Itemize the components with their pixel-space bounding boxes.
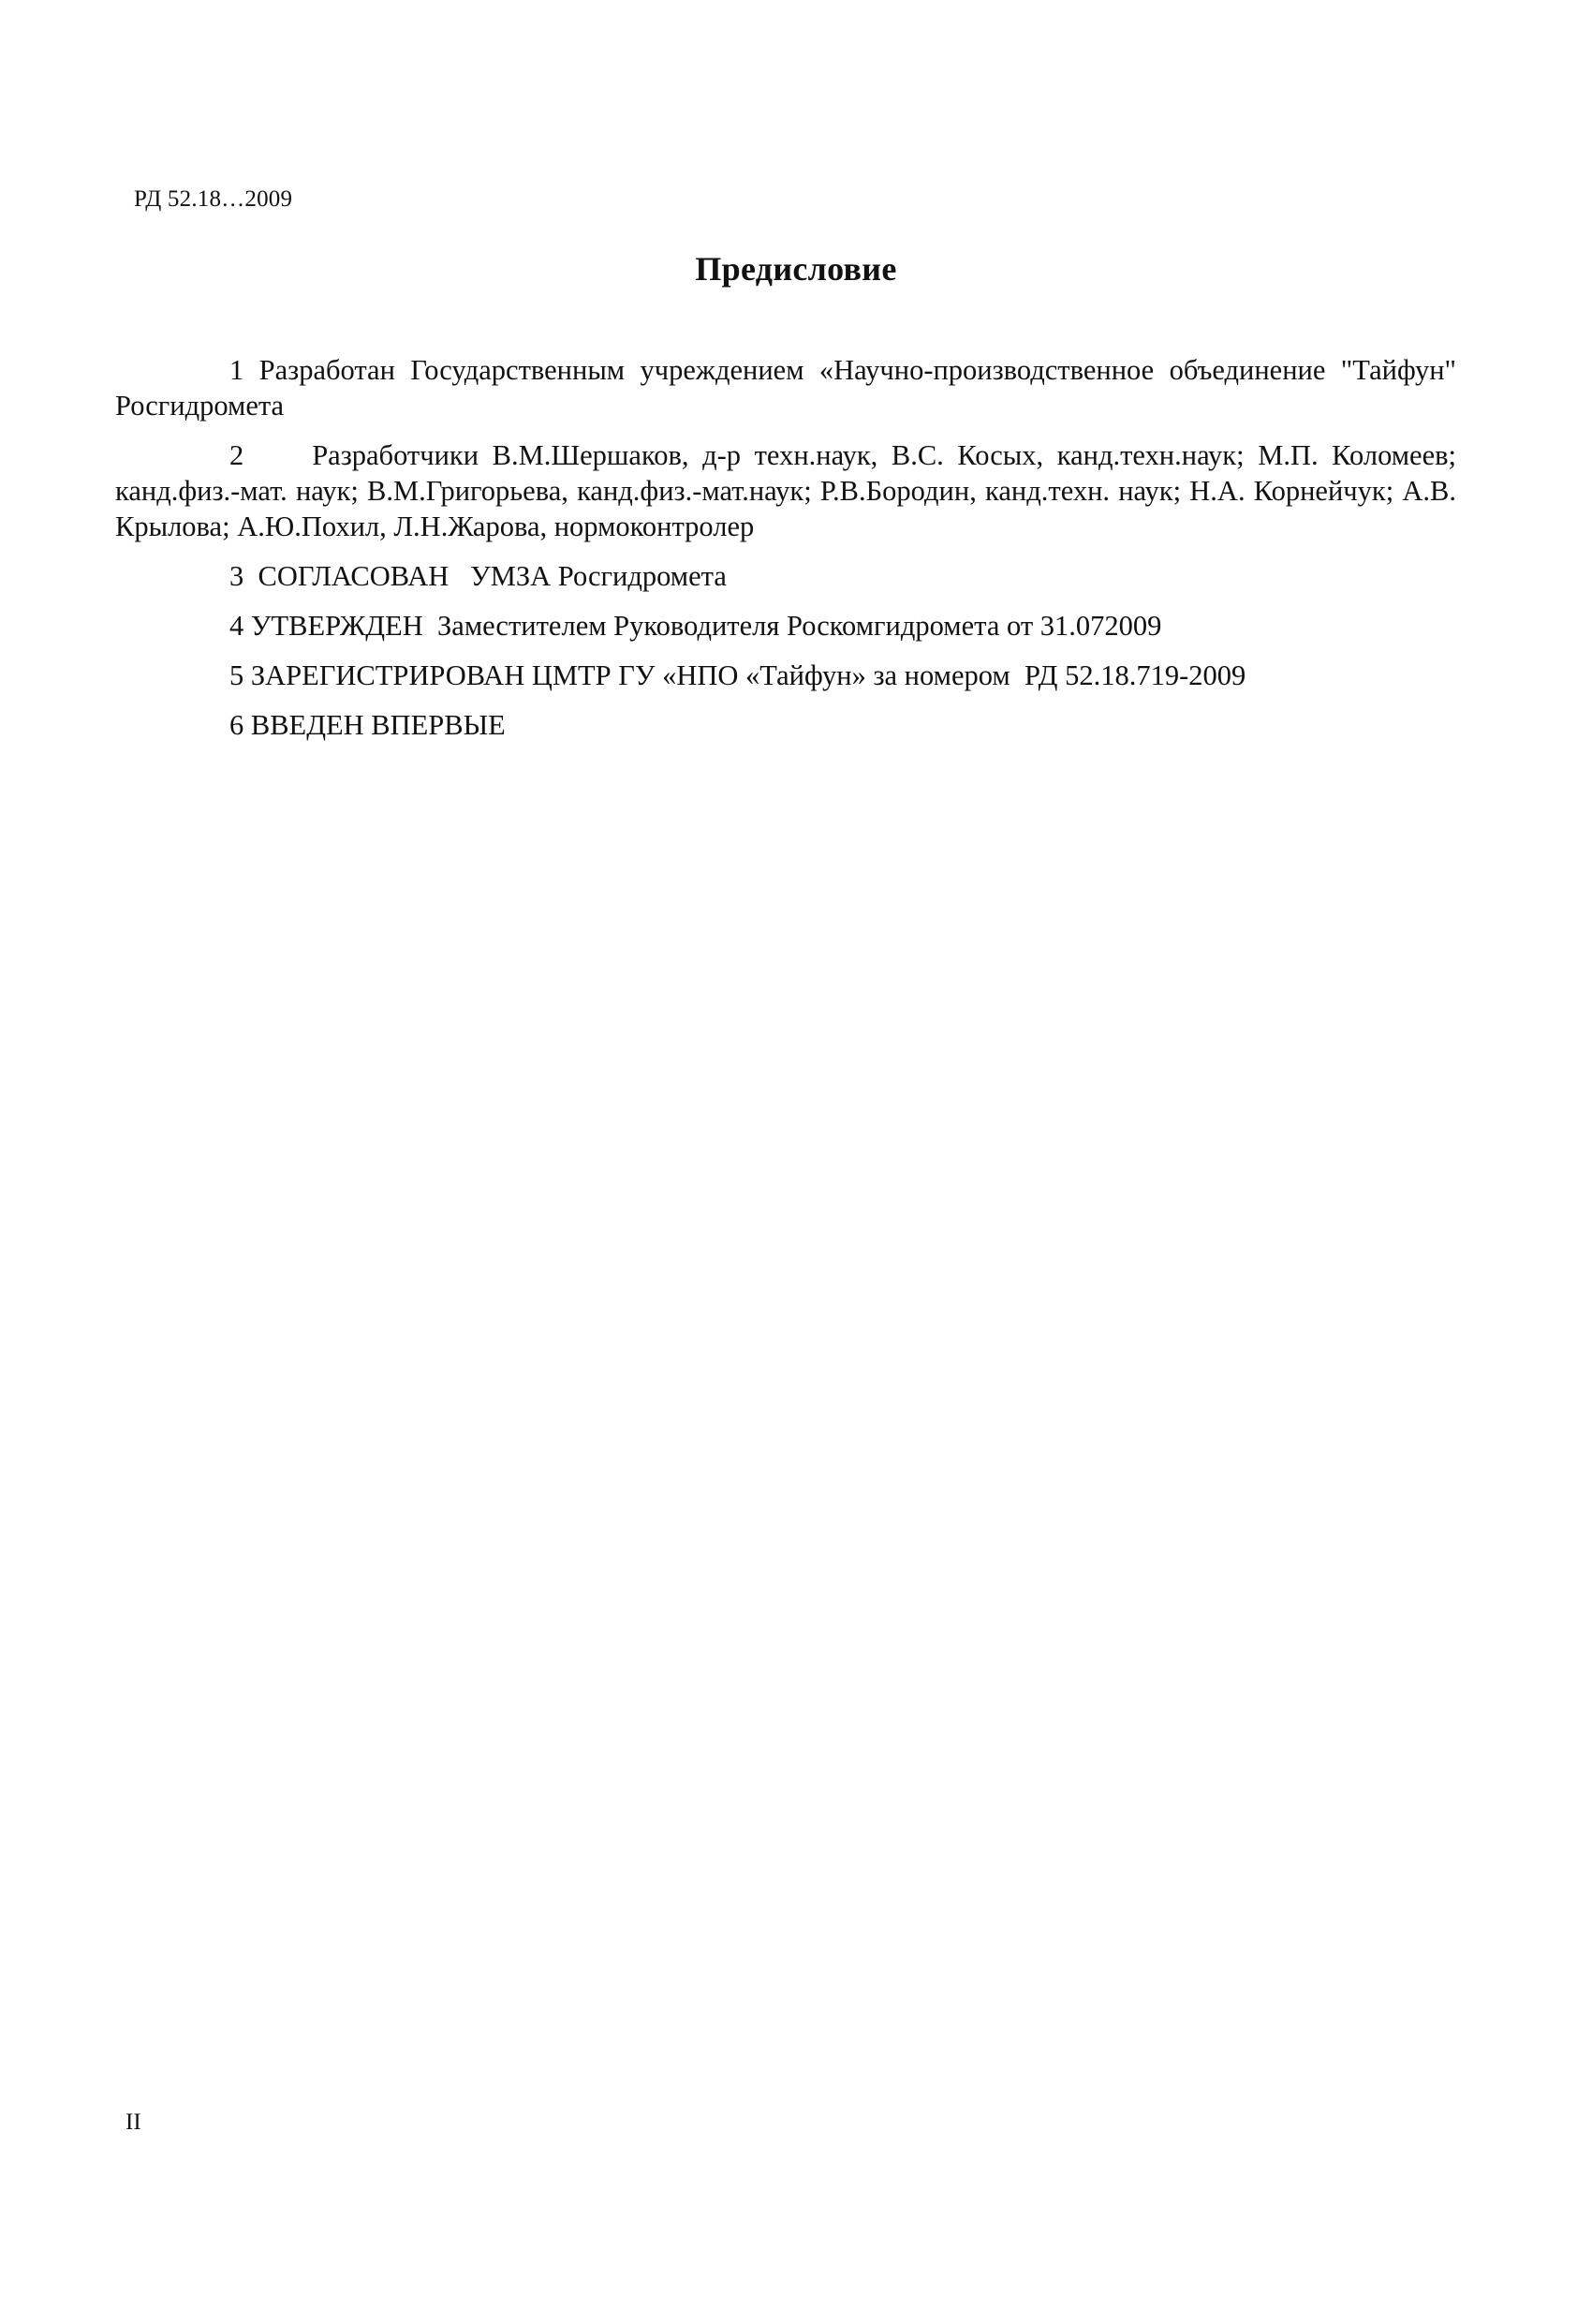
page-title: Предисловие [695,250,897,288]
preface-item-approved: 4 УТВЕРЖДЕН Заместителем Руководителя Роскомгидромета от 31.072009 [229,610,1162,642]
page-number: II [125,2109,141,2135]
document-code: РД 52.18…2009 [134,186,293,212]
preface-item-introduced: 6 ВВЕДЕН ВПЕРВЫЕ [229,709,506,741]
preface-item-developed-by: 1 Разработан Государственным учреждением «Научно-производственное объединение "Тайфун" Росгидромета [115,354,1456,422]
preface-item-registered: 5 ЗАРЕГИСТРИРОВАН ЦМТР ГУ «НПО «Тайфун» за номером РД 52.18.719-2009 [229,659,1246,691]
preface-content [115,352,1464,743]
preface-item-agreed: 3 СОГЛАСОВАН УМЗА Росгидромета [229,560,727,592]
preface-item-developers: 2 Разработчики В.М.Шершаков, д-р техн.наук, В.С. Косых, канд.техн.наук; М.П. Коломеев; канд.физ.-мат. наук; В.М.Григорьева, канд.физ.-мат.наук; Р.В.Бородин, канд.техн. наук; Н.А. Корнейчук; А.В. Крылова; А.Ю.Похил, Л.Н.Жарова, нормоконтролер [115,439,1464,542]
